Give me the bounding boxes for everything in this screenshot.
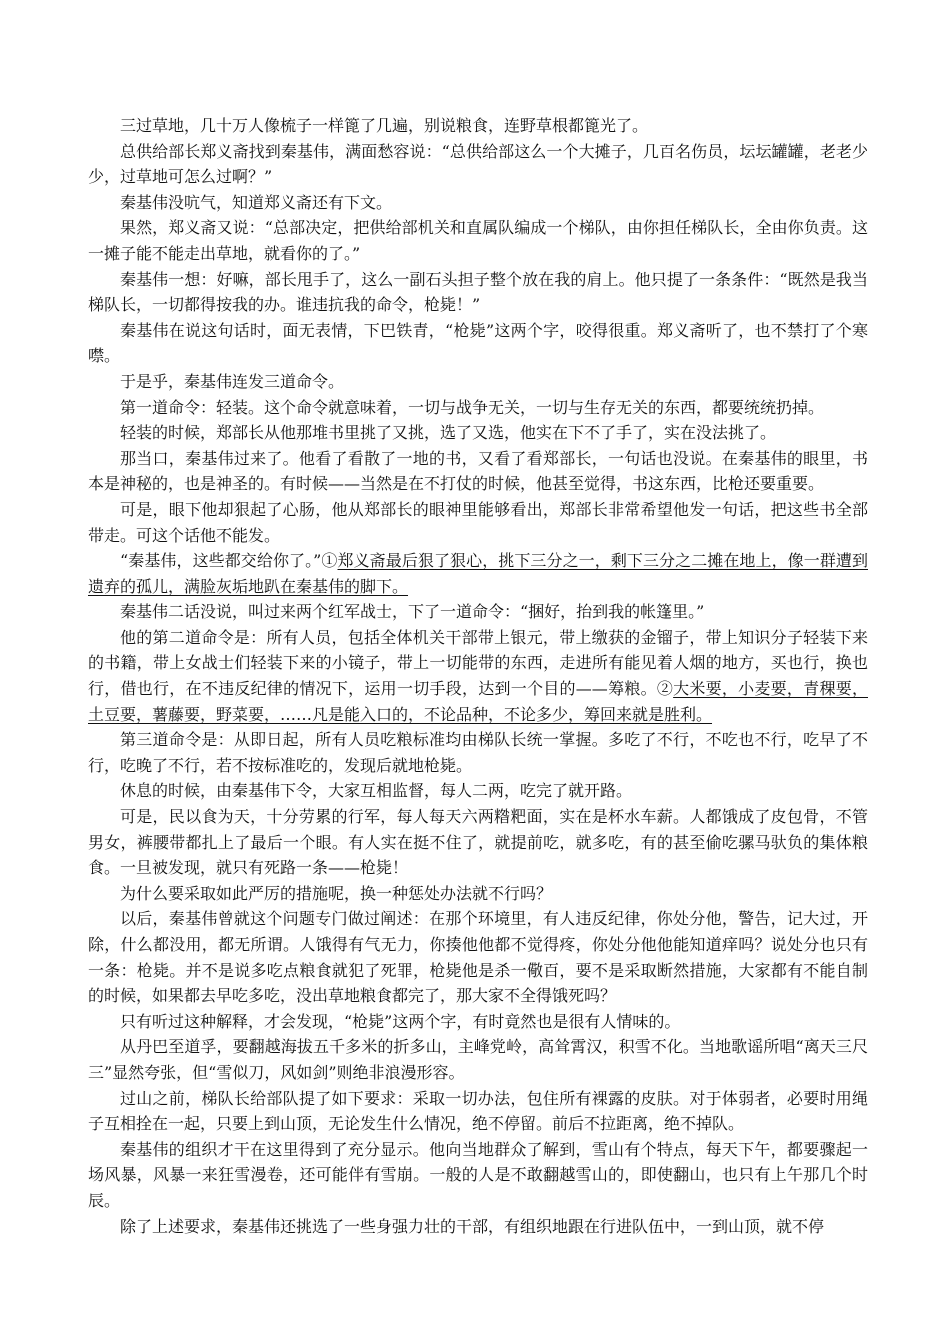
paragraph (88, 881, 868, 907)
paragraph (88, 369, 868, 395)
paragraph-text: 可是，眼下他却狠起了心肠，他从郑部长的眼神里能够看出，郑部长非常希望他发一句话，把这些书全部带走。可这个话他不能发。 (88, 499, 868, 545)
paragraph-text: 秦基伟二话没说，叫过来两个红军战士，下了一道命令：“捆好，抬到我的帐篷里。” (120, 602, 705, 622)
paragraph (88, 190, 868, 216)
paragraph-text: 第三道命令是：从即日起，所有人员吃粮标准均由梯队长统一掌握。多吃了不行，不吃也不行，吃早了不行，吃晚了不行，若不按标准吃的，发现后就地枪毙。 (88, 730, 868, 775)
paragraph (88, 267, 868, 318)
paragraph (88, 1086, 868, 1137)
paragraph-text: 第一道命令：轻装。这个命令就意味着，一切与战争无关，一切与生存无关的东西，都要统统扔掉。 (120, 397, 825, 417)
paragraph-text: 轻装的时候，郑部长从他那堆书里挑了又挑，选了又选，他实在下不了手了，实在没法挑了。 (120, 423, 777, 443)
paragraph (88, 1034, 868, 1085)
paragraph-text: 只有听过这种解释，才会发现，“枪毙”这两个字，有时竟然也是很有人情味的。 (120, 1011, 681, 1031)
paragraph (88, 215, 868, 266)
paragraph (88, 395, 868, 421)
paragraph-text: 可是，民以食为天，十分劳累的行军，每人每天六两糌粑面，实在是杯水车薪。人都饿成了皮包骨，不管男女，裤腰带都扎上了最后一个眼。有人实在挺不住了，就提前吃，就多吃，有的甚至偷吃骡马驮负的集体粮食。一旦被发现，就只有死路一条——枪毙！ (88, 807, 868, 878)
paragraph-text: 他的第二道命令是：所有人员，包括全体机关干部带上银元，带上缴获的金镏子，带上知识分子轻装下来的书籍，带上女战士们轻装下来的小镜子，带上一切能带的东西，走进所有能见着人烟的地方，买也行，换也行，借也行，在不违反纪律的情况下，运用一切手段，达到一个目的——筹粮。② (88, 627, 868, 699)
paragraph-text: 秦基伟在说这句话时，面无表情，下巴铁青，“枪毙”这两个字，咬得很重。郑义斋听了，也不禁打了个寒噤。 (88, 320, 868, 366)
document-body (88, 113, 868, 1239)
paragraph (88, 1137, 868, 1214)
underlined-text: 郑义斋最后狠了狠心，挑下三分之一，剩下三分之二摊在地上，像一群遭到遗弃的孤儿，满脸灰垢地趴在秦基伟的脚下。 (88, 551, 868, 596)
paragraph-text: 过山之前，梯队长给部队提了如下要求：采取一切办法，包住所有裸露的皮肤。对于体弱者，必要时用绳子互相拴在一起，只要上到山顶，无论发生什么情况，绝不停留。前后不拉距离，绝不掉队。 (88, 1088, 868, 1134)
paragraph-text: 果然，郑义斋又说：“总部决定，把供给部机关和直属队编成一个梯队，由你担任梯队长，全由你负责。这一摊子能不能走出草地，就看你的了。” (88, 218, 868, 263)
paragraph-text: 休息的时候，由秦基伟下令，大家互相监督，每人二两，吃完了就开路。 (120, 781, 633, 801)
paragraph (88, 139, 868, 190)
paragraph-text: 于是乎，秦基伟连发三道命令。 (120, 371, 345, 391)
underlined-text: 大米要，小麦要，青稞要，土豆要，薯藤要，野菜要，……凡是能入口的，不论品种，不论多少，筹回来就是胜利。 (88, 679, 868, 724)
paragraph (88, 727, 868, 778)
paragraph-text: 秦基伟的组织才干在这里得到了充分显示。他向当地群众了解到，雪山有个特点，每天下午，都要骤起一场风暴，风暴一来狂雪漫卷，还可能伴有雪崩。一般的人是不敢翻越雪山的，即使翻山，也只有上午那几个时辰。 (88, 1139, 868, 1210)
paragraph-text: 以后，秦基伟曾就这个问题专门做过阐述：在那个环境里，有人违反纪律，你处分他，警告，记大过，开除，什么都没用，都无所谓。人饿得有气无力，你揍他他都不觉得疼，你处分他他能知道痒吗？说处分也只有一条：枪毙。并不是说多吃点粮食就犯了死罪，枪毙他是杀一儆百，要不是采取断然措施，大家都有不能自制的时候，如果都去早吃多吃，没出草地粮食都完了，那大家不全得饿死吗？ (88, 909, 868, 1006)
paragraph (88, 778, 868, 804)
paragraph (88, 113, 868, 139)
paragraph (88, 625, 868, 727)
paragraph (88, 1009, 868, 1035)
paragraph-text: “秦基伟，这些都交给你了。”① (120, 551, 338, 571)
paragraph (88, 497, 868, 548)
paragraph (88, 1214, 868, 1240)
paragraph (88, 420, 868, 446)
paragraph-text: 那当口，秦基伟过来了。他看了看散了一地的书，又看了看郑部长，一句话也没说。在秦基伟的眼里，书本是神秘的，也是神圣的。有时候——当然是在不打仗的时候，他甚至觉得，书这东西，比枪还要重要。 (88, 448, 868, 494)
paragraph (88, 446, 868, 497)
paragraph (88, 548, 868, 599)
paragraph-text: 三过草地，几十万人像梳子一样篦了几遍，别说粮食，连野草根都篦光了。 (120, 116, 649, 135)
paragraph (88, 318, 868, 369)
paragraph-text: 为什么要采取如此严厉的措施呢，换一种惩处办法就不行吗？ (120, 883, 553, 903)
paragraph-text: 从丹巴至道孚，要翻越海拔五千多米的折多山，主峰党岭，高耸霄汉，积雪不化。当地歌谣所唱“离天三尺三”显然夸张，但“雪似刀，风如剑”则绝非浪漫形容。 (88, 1037, 868, 1082)
paragraph (88, 906, 868, 1008)
paragraph-text: 总供给部长郑义斋找到秦基伟，满面愁容说：“总供给部这么一个大摊子，几百名伤员，坛坛罐罐，老老少少，过草地可怎么过啊？” (88, 141, 868, 187)
paragraph (88, 804, 868, 881)
paragraph-text: 秦基伟没吭气，知道郑义斋还有下文。 (120, 192, 393, 212)
paragraph-text: 除了上述要求，秦基伟还挑选了一些身强力壮的干部，有组织地跟在行进队伍中，一到山顶，就不停 (120, 1216, 825, 1236)
paragraph (88, 599, 868, 625)
paragraph-text: 秦基伟一想：好嘛，部长甩手了，这么一副石头担子整个放在我的肩上。他只提了一条条件：“既然是我当梯队长，一切都得按我的办。谁违抗我的命令，枪毙！” (88, 269, 868, 315)
